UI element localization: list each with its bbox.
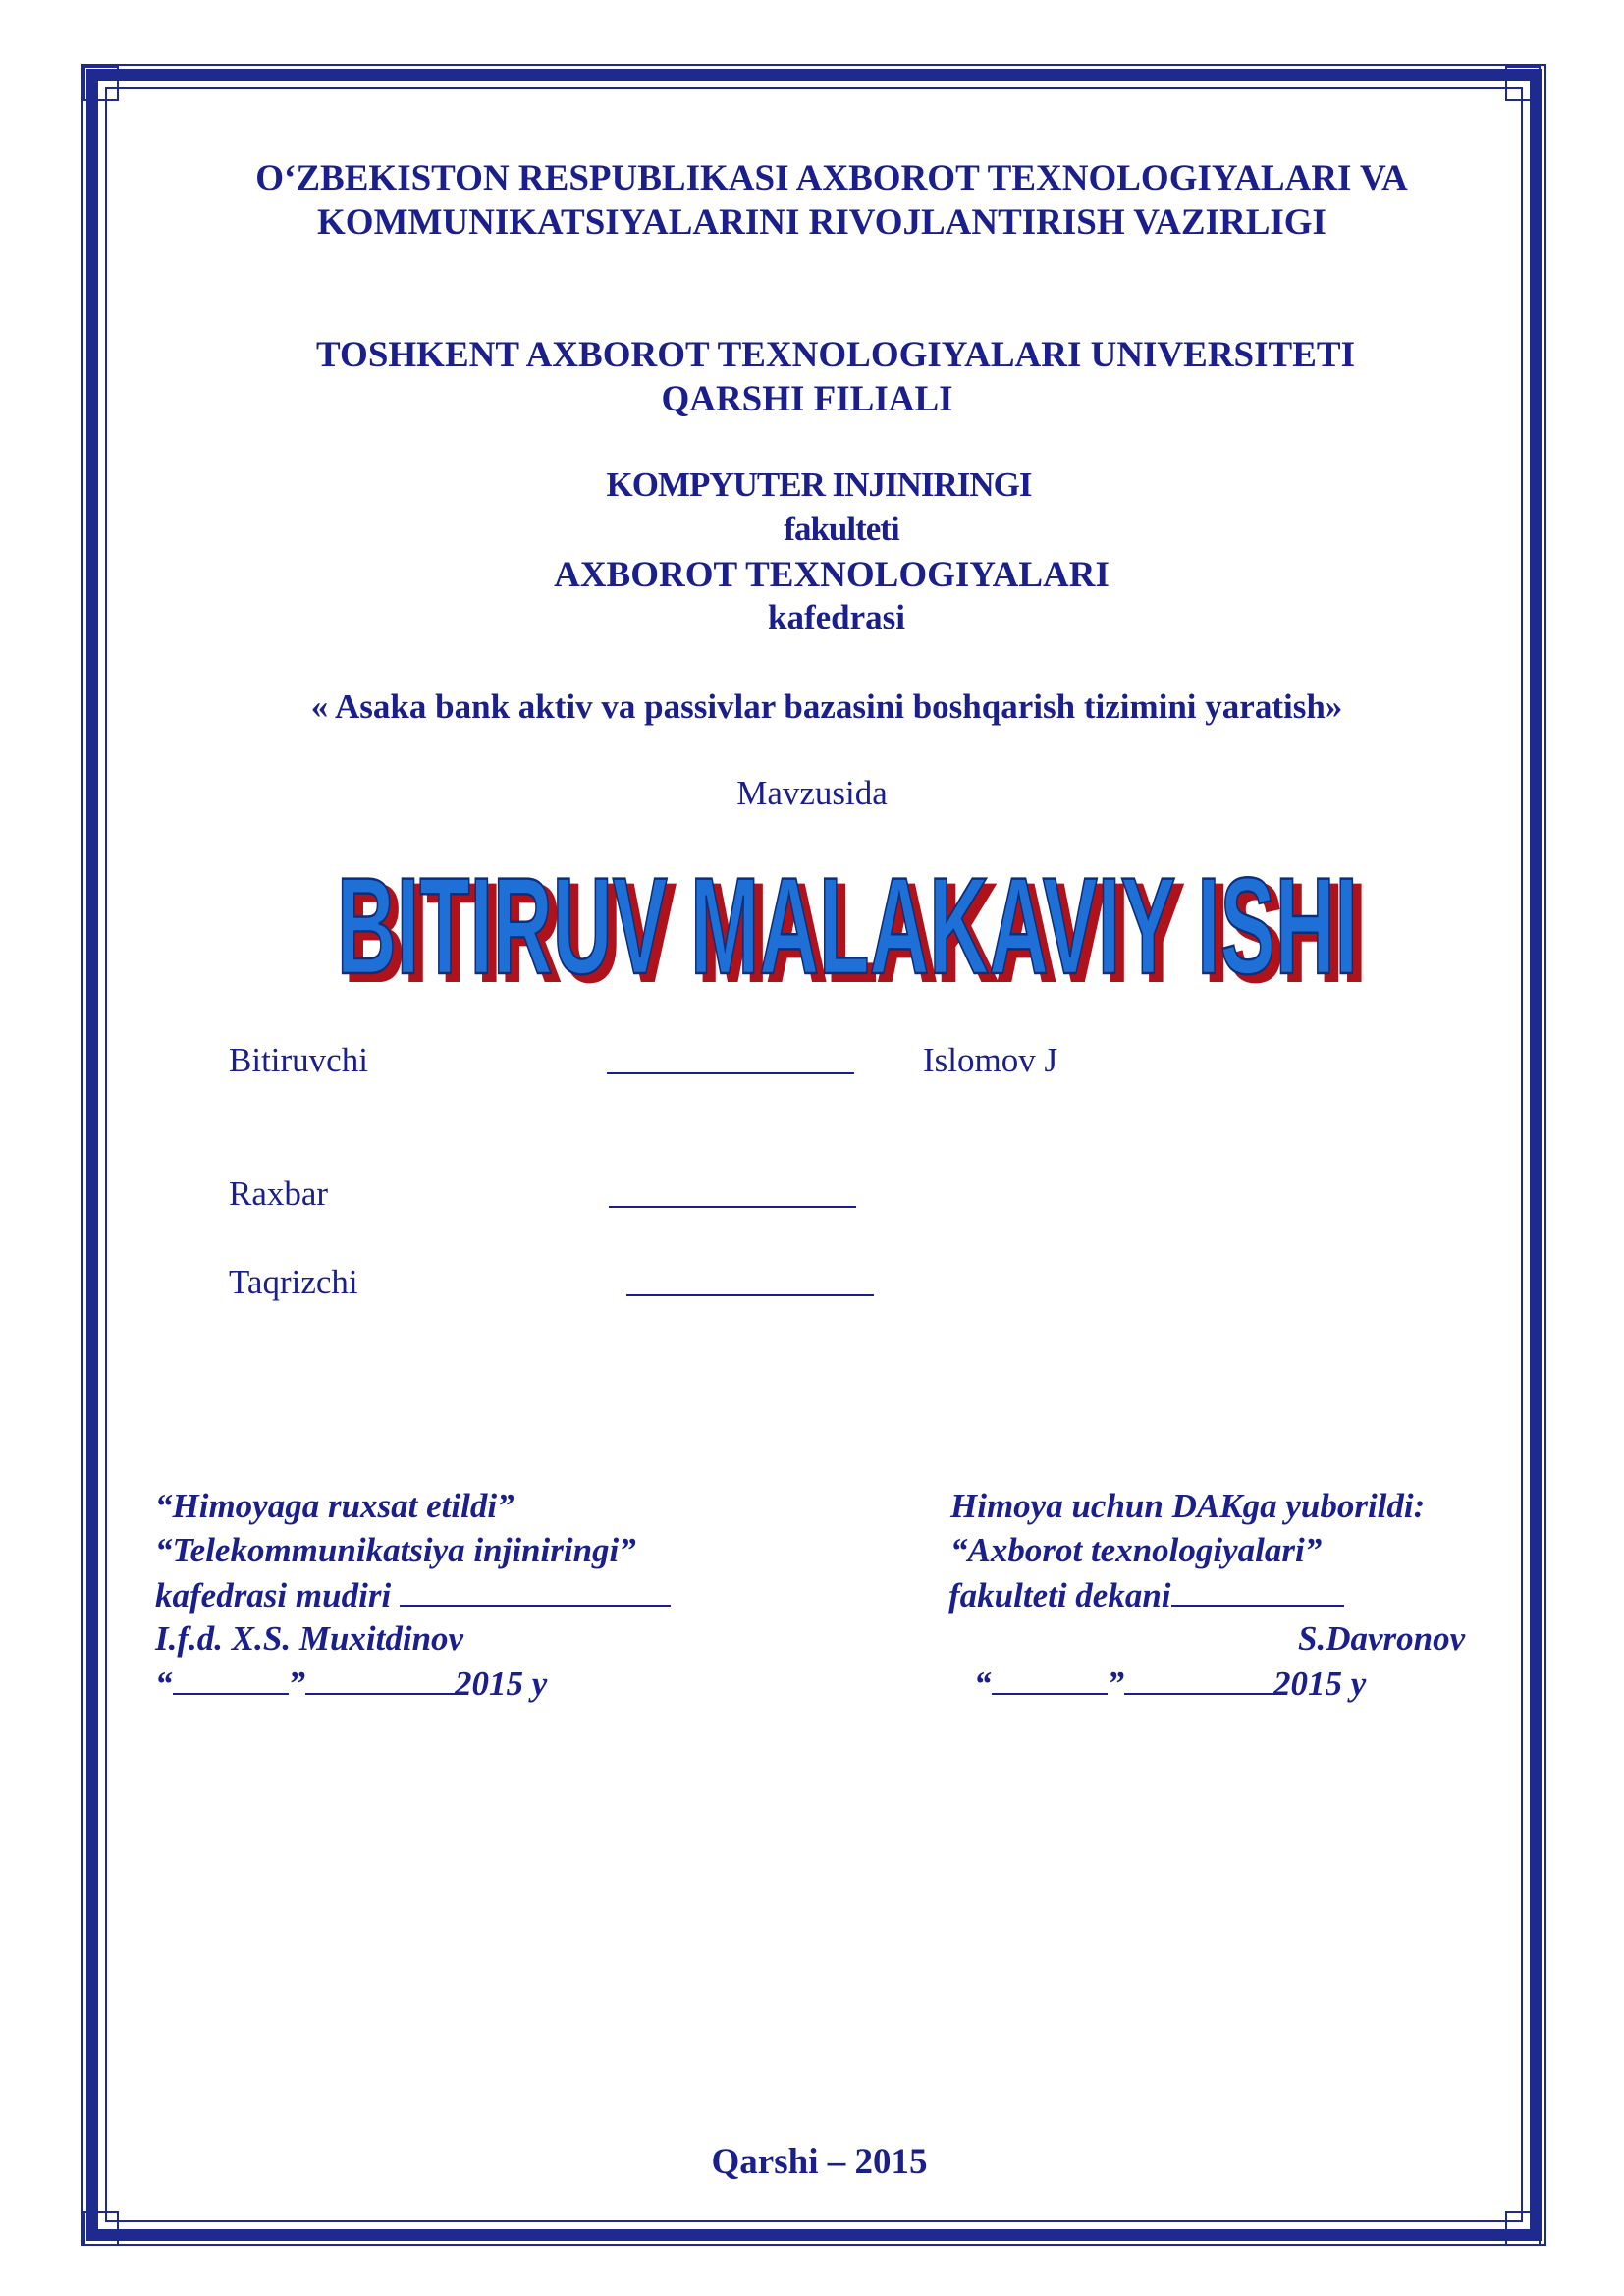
approval-right-signature-line — [1171, 1575, 1344, 1607]
department-word: kafedrasi — [768, 598, 905, 636]
department-name: AXBOROT TEXNOLOGIYALARI — [554, 555, 1110, 595]
approval-left-signature-line — [400, 1575, 671, 1607]
work-title-text: BITIRUV MALAKAVIY ISHI — [337, 854, 1358, 1002]
footer-place-year: Qarshi – 2015 — [711, 2142, 928, 2182]
approval-right-line-1: Himoya uchun DAKga yuborildi: — [950, 1487, 1426, 1525]
university-line-2: QARSHI FILIALI — [661, 379, 953, 419]
approval-right-year: 2015 y — [1273, 1665, 1367, 1703]
signature-line-graduate — [607, 1043, 854, 1079]
role-label-supervisor: Raxbar — [229, 1175, 329, 1213]
approval-right-line-3 — [948, 1575, 1344, 1615]
faculty-name: KOMPYUTER INJINIRINGI — [606, 465, 1032, 504]
approval-left-date-close-quote: ” — [288, 1665, 305, 1703]
university-line-1: TOSHKENT AXBOROT TEXNOLOGIYALARI UNIVERSITETI — [316, 335, 1355, 375]
work-title — [329, 854, 1370, 1002]
approval-left-line-4: I.f.d. X.S. Muxitdinov — [155, 1619, 464, 1658]
approval-right-line-4: S.Davronov — [1298, 1619, 1466, 1658]
approval-right-date-open-quote: “ — [974, 1665, 992, 1703]
work-title-shadow: BITIRUV MALAKAVIY ISHI — [345, 855, 1366, 1002]
signature-line-reviewer — [626, 1265, 874, 1301]
approval-left-role: kafedrasi mudiri — [155, 1576, 392, 1614]
approval-right-date — [974, 1664, 1366, 1704]
role-label-graduate: Bitiruvchi — [229, 1041, 368, 1079]
ministry-line-2: KOMMUNIKATSIYALARINI RIVOJLANTIRISH VAZIRLIGI — [317, 202, 1326, 243]
topic-title: « Asaka bank aktiv va passivlar bazasini boshqarish tizimini yaratish» — [310, 687, 1343, 726]
approval-left-line-1: “Himoyaga ruxsat etildi” — [155, 1487, 514, 1525]
approval-right-role: fakulteti dekani — [948, 1576, 1171, 1614]
approval-left-date — [155, 1664, 547, 1704]
faculty-word: fakulteti — [784, 510, 899, 548]
approval-left-line-2: “Telekommunikatsiya injiniringi” — [155, 1531, 636, 1569]
approval-right-line-2: “Axborot texnologiyalari” — [950, 1531, 1323, 1569]
role-value-graduate: Islomov J — [923, 1041, 1058, 1079]
topic-suffix: Mavzusida — [736, 774, 888, 812]
approval-left-date-open-quote: “ — [155, 1665, 173, 1703]
approval-left-line-3 — [155, 1575, 671, 1615]
ministry-line-1: O‘ZBEKISTON RESPUBLIKASI AXBOROT TEXNOLOGIYALARI VA — [255, 158, 1408, 198]
role-label-reviewer: Taqrizchi — [229, 1263, 358, 1301]
approval-left-year: 2015 y — [455, 1665, 548, 1703]
approval-right-date-close-quote: ” — [1107, 1665, 1124, 1703]
signature-line-supervisor — [609, 1176, 856, 1213]
